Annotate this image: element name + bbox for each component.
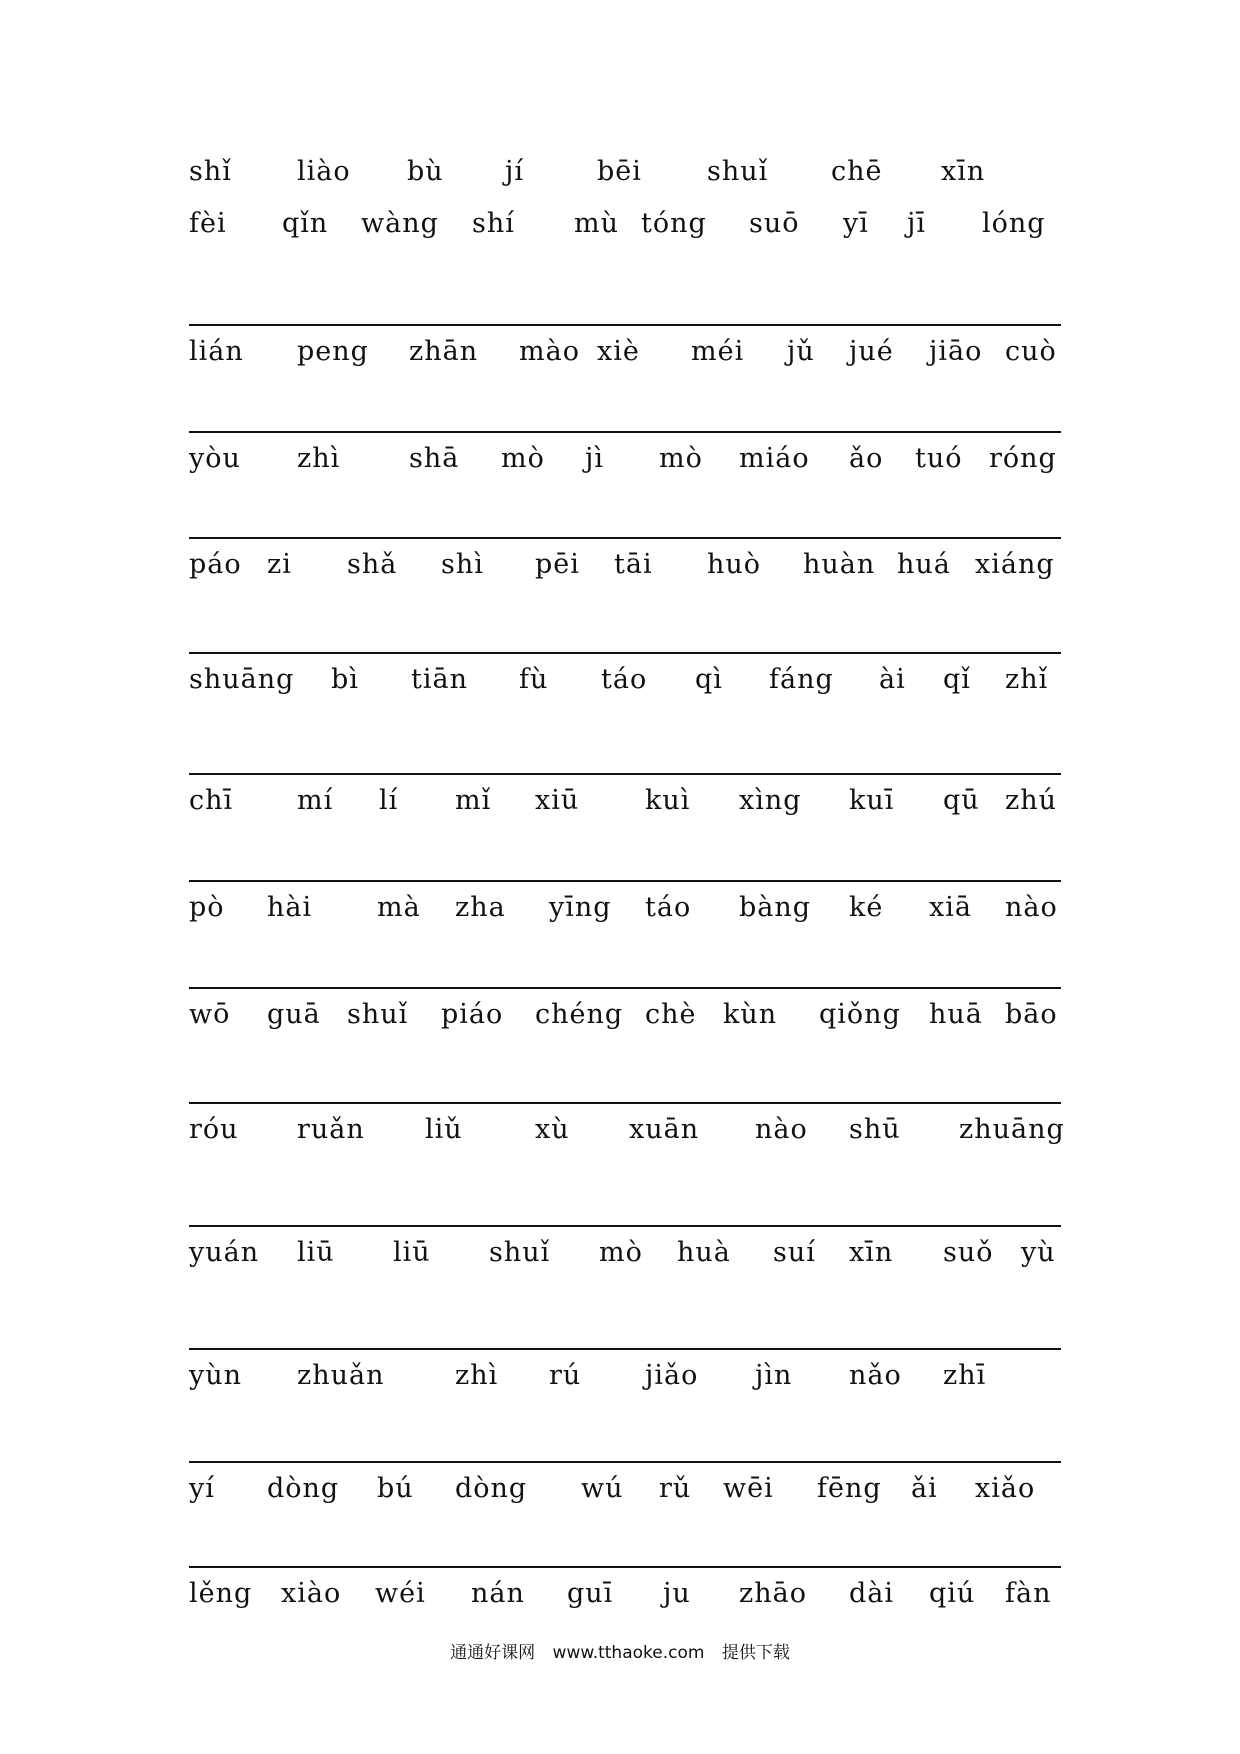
pinyin-word: suō [749, 208, 800, 239]
pinyin-word: xìng [739, 785, 802, 816]
pinyin-word: shǐ [189, 156, 232, 187]
pinyin-word: xīn [941, 156, 986, 187]
pinyin-word: jí [505, 156, 525, 187]
pinyin-word: bēi [597, 156, 642, 187]
pinyin-word: zha [455, 892, 506, 923]
pinyin-word: páo [189, 549, 242, 580]
pinyin-word: kuī [849, 785, 895, 816]
pinyin-word: shí [472, 208, 515, 239]
pinyin-word: lěng [189, 1578, 253, 1609]
pinyin-word: xuān [629, 1114, 700, 1145]
pinyin-word: huà [677, 1237, 731, 1268]
writing-line [189, 1461, 1061, 1463]
pinyin-word: shì [441, 549, 484, 580]
pinyin-word: nǎo [849, 1360, 902, 1391]
pinyin-word: zhān [409, 336, 479, 367]
pinyin-word: jǔ [787, 336, 815, 367]
pinyin-word: wéi [375, 1578, 426, 1609]
pinyin-word: yī [843, 208, 869, 239]
pinyin-word: zhuāng [959, 1114, 1065, 1145]
pinyin-word: jiāo [929, 336, 983, 367]
pinyin-word: pò [189, 892, 225, 923]
pinyin-word: ài [879, 664, 906, 695]
pinyin-word: jì [585, 443, 605, 474]
pinyin-word: mù [574, 208, 619, 239]
footer-note: 提供下载 [721, 1643, 790, 1663]
pinyin-word: shuǐ [489, 1237, 551, 1268]
pinyin-word: mò [599, 1237, 643, 1268]
pinyin-word: lóng [982, 208, 1046, 239]
pinyin-word: shuǐ [347, 999, 409, 1030]
pinyin-row [189, 888, 1061, 928]
pinyin-word: xiǎo [975, 1473, 1036, 1504]
pinyin-word: fàn [1005, 1578, 1052, 1609]
pinyin-row [189, 995, 1061, 1035]
pinyin-word: xiào [281, 1578, 342, 1609]
pinyin-word: kuì [645, 785, 691, 816]
pinyin-word: kùn [723, 999, 778, 1030]
pinyin-word: ǎo [849, 443, 884, 474]
pinyin-row [189, 1574, 1061, 1614]
pinyin-word: mào [519, 336, 580, 367]
pinyin-word: jiǎo [645, 1360, 699, 1391]
writing-line [189, 880, 1061, 882]
pinyin-word: wō [189, 999, 231, 1030]
pinyin-row [189, 545, 1061, 585]
pinyin-word: xiā [929, 892, 972, 923]
pinyin-word: ǎi [911, 1473, 938, 1504]
pinyin-word: xiè [597, 336, 640, 367]
pinyin-word: yīng [549, 892, 612, 923]
pinyin-word: qiú [929, 1578, 976, 1609]
pinyin-word: suí [773, 1237, 816, 1268]
pinyin-row [189, 660, 1061, 700]
pinyin-word: zhì [455, 1360, 499, 1391]
pinyin-word: bāo [1005, 999, 1058, 1030]
pinyin-word: mà [377, 892, 421, 923]
pinyin-word: qǐ [943, 664, 971, 695]
pinyin-word: rǔ [659, 1473, 692, 1504]
pinyin-word: shū [849, 1114, 901, 1145]
writing-line [189, 431, 1061, 433]
pinyin-word: lián [189, 336, 244, 367]
pinyin-word: rú [549, 1360, 582, 1391]
pinyin-word: pēi [535, 549, 580, 580]
footer-site-name: 通通好课网 [450, 1643, 536, 1663]
writing-line [189, 773, 1061, 775]
pinyin-word: chéng [535, 999, 624, 1030]
pinyin-word: liū [297, 1237, 335, 1268]
pinyin-row [189, 781, 1061, 821]
pinyin-word: guā [267, 999, 321, 1030]
pinyin-word: fáng [769, 664, 834, 695]
pinyin-word: wàng [361, 208, 439, 239]
pinyin-row [189, 152, 1061, 192]
pinyin-word: huá [897, 549, 951, 580]
pinyin-word: xiáng [975, 549, 1055, 580]
writing-line [189, 1102, 1061, 1104]
pinyin-word: dòng [455, 1473, 528, 1504]
pinyin-word: zhuǎn [297, 1360, 385, 1391]
pinyin-word: ju [663, 1578, 691, 1609]
pinyin-word: yòu [189, 443, 241, 474]
pinyin-word: shǎ [347, 549, 398, 580]
pinyin-word: liào [297, 156, 351, 187]
pinyin-word: peng [297, 336, 369, 367]
pinyin-word: mò [501, 443, 545, 474]
pinyin-word: bì [331, 664, 359, 695]
pinyin-row [189, 332, 1061, 372]
pinyin-word: yí [189, 1473, 215, 1504]
pinyin-word: fēng [817, 1473, 882, 1504]
writing-line [189, 1566, 1061, 1568]
pinyin-word: nào [755, 1114, 808, 1145]
pinyin-word: yù [1021, 1237, 1056, 1268]
pinyin-word: huò [707, 549, 762, 580]
pinyin-word: fù [519, 664, 549, 695]
pinyin-word: qì [695, 664, 723, 695]
pinyin-row [189, 1469, 1061, 1509]
pinyin-word: bàng [739, 892, 812, 923]
writing-line [189, 1348, 1061, 1350]
pinyin-word: suǒ [943, 1237, 994, 1268]
pinyin-word: piáo [441, 999, 504, 1030]
pinyin-word: liū [393, 1237, 431, 1268]
pinyin-word: qū [943, 785, 980, 816]
footer-url[interactable]: www.tthaoke.com [552, 1643, 705, 1663]
pinyin-word: shuāng [189, 664, 295, 695]
pinyin-word: guī [567, 1578, 614, 1609]
pinyin-word: fèi [189, 208, 227, 239]
pinyin-word: chè [645, 999, 697, 1030]
pinyin-word: huā [929, 999, 983, 1030]
pinyin-row [189, 204, 1061, 244]
pinyin-word: liǔ [425, 1114, 463, 1145]
pinyin-word: róng [989, 443, 1057, 474]
pinyin-word: qǐn [282, 208, 329, 239]
pinyin-word: dòng [267, 1473, 340, 1504]
pinyin-word: shā [409, 443, 460, 474]
pinyin-word: róu [189, 1114, 239, 1145]
pinyin-word: tāi [614, 549, 653, 580]
pinyin-word: xù [535, 1114, 570, 1145]
pinyin-word: zhǐ [1005, 664, 1049, 695]
pinyin-word: nán [471, 1578, 525, 1609]
pinyin-word: méi [691, 336, 745, 367]
pinyin-word: tiān [411, 664, 468, 695]
pinyin-word: nào [1005, 892, 1058, 923]
pinyin-word: ké [849, 892, 884, 923]
pinyin-word: jìn [755, 1360, 793, 1391]
pinyin-word: jī [907, 208, 927, 239]
pinyin-word: qiǒng [819, 999, 901, 1030]
pinyin-word: tuó [915, 443, 963, 474]
pinyin-word: mò [659, 443, 703, 474]
pinyin-row [189, 1356, 1061, 1396]
pinyin-word: shuǐ [707, 156, 769, 187]
pinyin-word: zhī [943, 1360, 987, 1391]
pinyin-word: yuán [189, 1237, 260, 1268]
page-footer [0, 1638, 1240, 1663]
pinyin-row [189, 439, 1061, 479]
pinyin-word: zhú [1005, 785, 1058, 816]
pinyin-word: hài [267, 892, 313, 923]
pinyin-word: dài [849, 1578, 895, 1609]
pinyin-word: miáo [739, 443, 810, 474]
pinyin-word: lí [379, 785, 399, 816]
pinyin-word: wēi [723, 1473, 774, 1504]
pinyin-word: jué [849, 336, 894, 367]
pinyin-word: xiū [535, 785, 580, 816]
writing-line [189, 987, 1061, 989]
pinyin-word: xīn [849, 1237, 894, 1268]
pinyin-word: yùn [189, 1360, 243, 1391]
pinyin-word: ruǎn [297, 1114, 365, 1145]
pinyin-word: zhì [297, 443, 341, 474]
pinyin-word: cuò [1005, 336, 1057, 367]
writing-line [189, 652, 1061, 654]
pinyin-word: tóng [641, 208, 707, 239]
pinyin-word: zhāo [739, 1578, 807, 1609]
pinyin-word: mǐ [455, 785, 492, 816]
pinyin-word: mí [297, 785, 334, 816]
pinyin-row [189, 1110, 1065, 1150]
pinyin-word: chī [189, 785, 234, 816]
writing-line [189, 324, 1061, 326]
pinyin-word: táo [601, 664, 648, 695]
pinyin-word: zi [267, 549, 292, 580]
pinyin-word: táo [645, 892, 692, 923]
pinyin-word: chē [831, 156, 883, 187]
pinyin-word: huàn [803, 549, 876, 580]
writing-line [189, 537, 1061, 539]
pinyin-row [189, 1233, 1061, 1273]
writing-line [189, 1225, 1061, 1227]
pinyin-word: wú [581, 1473, 624, 1504]
pinyin-word: bú [377, 1473, 414, 1504]
pinyin-word: bù [407, 156, 444, 187]
